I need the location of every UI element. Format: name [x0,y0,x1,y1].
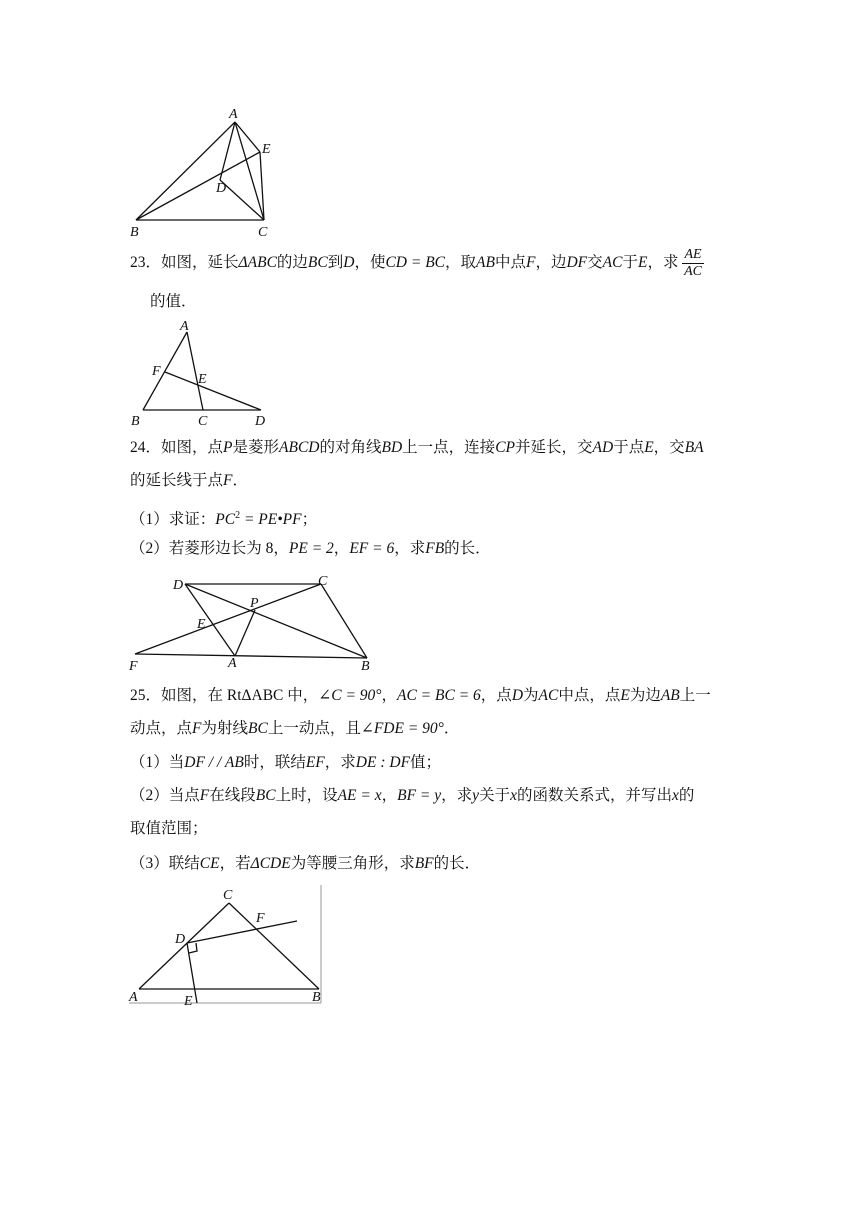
text: 交 [587,254,603,272]
text: 的长． [444,540,491,557]
math: D [343,254,355,272]
math: CD = BC [385,254,446,272]
figure-q22 [120,100,290,245]
math: ∠C = 90° [318,687,382,704]
math: F [192,720,202,737]
text: 如图，在 RtΔABC 中， [161,687,319,704]
figure-q24 [125,570,385,675]
label-C: C [223,888,233,903]
label-A: A [180,319,189,334]
question-number: 24． [130,439,162,456]
math: y [472,787,480,804]
label-F: F [152,364,161,379]
text: 取值范围； [130,820,208,837]
math: F [223,472,233,489]
text: ，边 [535,254,567,272]
text: （3）联结 [130,855,200,872]
label-A: A [229,107,238,122]
text: （1）当 [130,754,185,771]
text: ，取 [445,254,477,272]
math: PC [215,511,236,529]
math: FB [425,540,445,557]
question-24-part1 [130,505,730,531]
label-E: E [262,142,271,157]
math: 2 [235,510,241,521]
text: ； [301,511,318,529]
math: DF / / AB [184,754,244,771]
text: （2）当点 [130,787,200,804]
fraction-denominator: AC [684,264,702,279]
label-E: E [184,994,193,1009]
math: BF [414,855,434,872]
label-F: F [129,659,138,674]
question-25 [130,685,730,707]
math: AE = x [337,787,382,804]
question-number: 25． [130,687,162,704]
text: ，若 [219,855,251,872]
text: ． [443,720,460,737]
figure-q23 [125,316,275,431]
math: EF = 6 [349,540,395,557]
math: E [644,439,654,456]
math: BC [255,787,276,804]
label-B: B [130,225,139,240]
text: 的 [678,787,695,804]
fraction [682,247,703,280]
text: 在线段 [209,787,256,804]
question-25-part1 [130,752,730,774]
label-A: A [228,656,237,671]
label-B: B [312,990,321,1005]
text: 为 [523,687,539,704]
math: ΔABC [238,254,277,272]
text: 到 [327,254,344,272]
math: ABCD [279,439,320,456]
math: BD [381,439,403,456]
math: AB [476,254,495,272]
label-C: C [318,574,328,589]
label-E: E [197,617,206,632]
text: 为边 [629,687,661,704]
text: 如图，点 [161,439,224,456]
figure-q25 [125,885,330,1010]
question-24 [130,437,730,459]
text: 于 [622,254,638,272]
math: DF [566,254,588,272]
text: 时，联结 [243,754,306,771]
text: ，使 [354,254,386,272]
text: 为等腰三角形，求 [290,855,415,872]
text: 于点 [613,439,645,456]
math: DE : DF [355,754,411,771]
question-25-part2 [130,785,730,807]
math: BC [307,254,328,272]
label-C: C [258,225,268,240]
label-D: D [255,414,266,429]
text: 的函数关系式，并写出 [516,787,672,804]
math: P [223,439,233,456]
text: 值； [410,754,442,771]
math: x [510,787,517,804]
question-24-line2 [130,470,730,492]
question-number: 23． [130,254,162,272]
text: 中点 [494,254,526,272]
question-23 [130,247,730,279]
math: AC [538,687,559,704]
text: 并延长，交 [515,439,593,456]
math: = PE•PF [240,511,302,529]
math: E [620,687,630,704]
text: ，点 [480,687,512,704]
question-25-part3 [130,853,730,875]
text: （2）若菱形边长为 8， [130,540,289,557]
text: 上一 [679,687,711,704]
text: 的对角线 [319,439,382,456]
question-25-part2-line2 [130,818,730,840]
label-B: B [361,659,370,674]
text: ， [333,540,350,557]
text: 的延长线于点 [130,472,224,489]
math: BF = y [397,787,442,804]
question-23-line2 [150,291,750,313]
text: 为射线 [201,720,248,737]
math: F [199,787,210,804]
math: AC = BC = 6 [397,687,481,704]
text: （1）求证： [130,511,216,529]
math: E [638,254,648,272]
text: 是菱形 [232,439,280,456]
question-25-line2 [130,718,730,740]
text: 上一点，连接 [402,439,496,456]
math: BC [248,720,268,737]
text: 的边 [276,254,308,272]
label-B: B [131,414,140,429]
math: BA [684,439,704,456]
math: EF [305,754,325,771]
label-A: A [129,990,138,1005]
label-D: D [173,578,184,593]
text: 如图，延长 [161,254,239,272]
label-P: P [250,596,259,611]
text: 上一动点，且 [267,720,361,737]
text: 上时，设 [275,787,338,804]
math: AD [592,439,614,456]
label-C: C [198,414,208,429]
text: ，求 [324,754,356,771]
math: F [526,254,536,272]
math: CP [495,439,515,456]
math: PE = 2 [288,540,334,557]
text: ，求 [647,254,679,272]
math: x [671,787,679,804]
math: AC [602,254,623,272]
text: ， [381,787,398,804]
label-F: F [256,911,265,926]
math: ∠FDE = 90° [360,720,444,737]
text: ，交 [653,439,685,456]
text: ， [381,687,397,704]
label-D: D [216,181,227,196]
text: ，求 [441,787,473,804]
fraction-numerator: AE [684,247,702,262]
text: 动点，点 [130,720,193,737]
math: AB [660,687,680,704]
text: ． [232,472,248,489]
text: 中点，点 [558,687,621,704]
question-24-part2 [130,538,730,560]
label-E: E [198,372,207,387]
text: 的值． [150,293,197,310]
text: ，求 [394,540,426,557]
text: 的长． [433,855,481,872]
math: D [511,687,524,704]
text: 关于 [479,787,511,804]
math: ΔCDE [250,855,291,872]
label-D: D [175,932,186,947]
math: CE [199,855,220,872]
